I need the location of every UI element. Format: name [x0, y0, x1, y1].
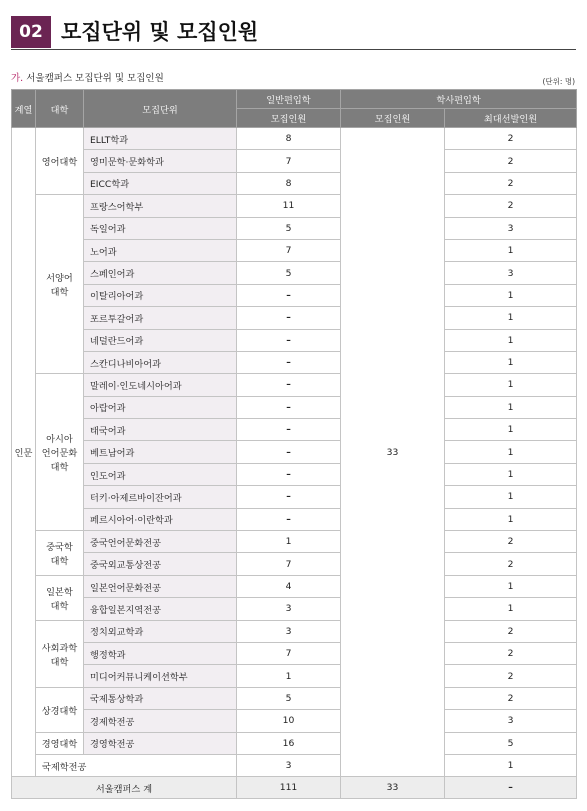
- table-row: [12, 665, 577, 687]
- unit-cell: 정치외교학과: [84, 620, 237, 642]
- college-cell: 사회과학 대학: [36, 620, 84, 687]
- table-row: [12, 575, 577, 597]
- col-bachelor: 학사편입학: [341, 90, 577, 109]
- unit-note: (단위: 명): [542, 77, 575, 86]
- table-row: [12, 128, 577, 150]
- table-row: [12, 710, 577, 732]
- col-general-quota: 모집인원: [237, 109, 341, 128]
- bachelor-max-cell: 2: [445, 150, 577, 172]
- admissions-table: [11, 89, 577, 799]
- college-cell: 국제학전공: [36, 754, 237, 776]
- bachelor-max-cell: 5: [445, 732, 577, 754]
- series-cell: 인문: [12, 128, 36, 777]
- bachelor-max-cell: 1: [445, 396, 577, 418]
- unit-cell: 말레이·인도네시아어과: [84, 374, 237, 396]
- college-cell: 서양어 대학: [36, 195, 84, 374]
- bachelor-max-cell: 2: [445, 172, 577, 194]
- unit-cell: 포르투갈어과: [84, 307, 237, 329]
- unit-cell: 아랍어과: [84, 396, 237, 418]
- table-row: [12, 486, 577, 508]
- table-row: [12, 463, 577, 485]
- bachelor-max-cell: 1: [445, 598, 577, 620]
- general-quota-cell: 16: [237, 732, 341, 754]
- general-quota-cell: –: [237, 463, 341, 485]
- unit-cell: 인도어과: [84, 463, 237, 485]
- unit-cell: 스칸디나비아어과: [84, 351, 237, 373]
- unit-cell: EICC학과: [84, 172, 237, 194]
- bachelor-max-cell: 3: [445, 217, 577, 239]
- unit-cell: 미디어커뮤니케이션학부: [84, 665, 237, 687]
- general-quota-cell: 3: [237, 598, 341, 620]
- unit-cell: 일본언어문화전공: [84, 575, 237, 597]
- unit-cell: 노어과: [84, 239, 237, 261]
- general-quota-cell: 1: [237, 531, 341, 553]
- unit-cell: 영미문학·문화학과: [84, 150, 237, 172]
- general-quota-cell: –: [237, 307, 341, 329]
- college-cell: 아시아 언어문화 대학: [36, 374, 84, 531]
- general-quota-cell: 7: [237, 642, 341, 664]
- table-row: [12, 754, 577, 776]
- bachelor-max-cell: 2: [445, 687, 577, 709]
- general-quota-cell: 7: [237, 239, 341, 261]
- table-row: [12, 329, 577, 351]
- general-quota-cell: 3: [237, 620, 341, 642]
- table-row: [12, 441, 577, 463]
- unit-cell: ELLT학과: [84, 128, 237, 150]
- general-quota-cell: –: [237, 329, 341, 351]
- unit-cell: 네덜란드어과: [84, 329, 237, 351]
- bachelor-max-cell: 1: [445, 486, 577, 508]
- section-number-badge: 02: [11, 16, 51, 48]
- table-row: [12, 374, 577, 396]
- table-row: [12, 732, 577, 754]
- bachelor-max-cell: 3: [445, 710, 577, 732]
- table-row: [12, 262, 577, 284]
- general-quota-cell: 7: [237, 553, 341, 575]
- table-row: [12, 598, 577, 620]
- table-row: [12, 150, 577, 172]
- table-row: [12, 642, 577, 664]
- table-row: [12, 531, 577, 553]
- unit-cell: 행정학과: [84, 642, 237, 664]
- table-row: [12, 396, 577, 418]
- table-row: [12, 419, 577, 441]
- bachelor-max-cell: 1: [445, 575, 577, 597]
- general-quota-cell: –: [237, 508, 341, 530]
- section-title: 모집단위 및 모집인원: [61, 20, 259, 44]
- college-cell: 상경대학: [36, 687, 84, 732]
- table-row: [12, 307, 577, 329]
- bachelor-max-cell: 3: [445, 262, 577, 284]
- bachelor-max-cell: 2: [445, 195, 577, 217]
- general-quota-cell: 8: [237, 172, 341, 194]
- unit-cell: 중국외교통상전공: [84, 553, 237, 575]
- general-quota-cell: –: [237, 486, 341, 508]
- general-quota-cell: 4: [237, 575, 341, 597]
- unit-cell: 융합일본지역전공: [84, 598, 237, 620]
- table-row: [12, 172, 577, 194]
- bachelor-max-cell: 1: [445, 508, 577, 530]
- bachelor-max-cell: 1: [445, 441, 577, 463]
- bachelor-max-cell: 1: [445, 329, 577, 351]
- total-general: 111: [237, 777, 341, 799]
- unit-cell: 베트남어과: [84, 441, 237, 463]
- col-college: 대학: [36, 90, 84, 128]
- bachelor-max-cell: 2: [445, 620, 577, 642]
- col-unit: 모집단위: [84, 90, 237, 128]
- bachelor-max-cell: 1: [445, 374, 577, 396]
- table-row: [12, 351, 577, 373]
- bachelor-max-cell: 2: [445, 553, 577, 575]
- total-row: [12, 777, 577, 799]
- bachelor-max-cell: 1: [445, 754, 577, 776]
- total-bachelor: 33: [341, 777, 445, 799]
- table-row: [12, 284, 577, 306]
- unit-cell: 독일어과: [84, 217, 237, 239]
- general-quota-cell: 11: [237, 195, 341, 217]
- general-quota-cell: 5: [237, 687, 341, 709]
- col-bachelor-quota: 모집인원: [341, 109, 445, 128]
- general-quota-cell: 1: [237, 665, 341, 687]
- general-quota-cell: 8: [237, 128, 341, 150]
- bachelor-max-cell: 2: [445, 531, 577, 553]
- table-caption: [11, 70, 164, 84]
- caption-marker: 가.: [11, 73, 24, 84]
- general-quota-cell: –: [237, 419, 341, 441]
- bachelor-max-cell: 1: [445, 284, 577, 306]
- general-quota-cell: 10: [237, 710, 341, 732]
- bachelor-max-cell: 1: [445, 239, 577, 261]
- general-quota-cell: –: [237, 284, 341, 306]
- general-quota-cell: 5: [237, 262, 341, 284]
- bachelor-max-cell: 2: [445, 128, 577, 150]
- general-quota-cell: 5: [237, 217, 341, 239]
- bachelor-max-cell: 1: [445, 463, 577, 485]
- unit-cell: 프랑스어학부: [84, 195, 237, 217]
- col-series: 계열: [12, 90, 36, 128]
- general-quota-cell: –: [237, 374, 341, 396]
- bachelor-quota-cell: 33: [341, 128, 445, 777]
- section-header: [11, 16, 576, 50]
- college-cell: 경영대학: [36, 732, 84, 754]
- table-row: [12, 195, 577, 217]
- unit-cell: 스페인어과: [84, 262, 237, 284]
- bachelor-max-cell: 1: [445, 351, 577, 373]
- bachelor-max-cell: 1: [445, 419, 577, 441]
- general-quota-cell: 3: [237, 754, 341, 776]
- unit-cell: 페르시아어·이란학과: [84, 508, 237, 530]
- general-quota-cell: –: [237, 351, 341, 373]
- col-bachelor-max: 최대선발인원: [445, 109, 577, 128]
- bachelor-max-cell: 1: [445, 307, 577, 329]
- unit-cell: 중국언어문화전공: [84, 531, 237, 553]
- college-cell: 중국학 대학: [36, 531, 84, 576]
- table-row: [12, 239, 577, 261]
- general-quota-cell: –: [237, 441, 341, 463]
- unit-cell: 경영학전공: [84, 732, 237, 754]
- total-max: –: [445, 777, 577, 799]
- unit-cell: 이탈리아어과: [84, 284, 237, 306]
- table-row: [12, 508, 577, 530]
- unit-cell: 국제통상학과: [84, 687, 237, 709]
- college-cell: 일본학 대학: [36, 575, 84, 620]
- table-row: [12, 553, 577, 575]
- header-divider: [11, 49, 576, 50]
- college-cell: 영어대학: [36, 128, 84, 195]
- unit-cell: 터키·아제르바이잔어과: [84, 486, 237, 508]
- general-quota-cell: –: [237, 396, 341, 418]
- bachelor-max-cell: 2: [445, 665, 577, 687]
- table-row: [12, 620, 577, 642]
- table-row: [12, 687, 577, 709]
- caption-text: 서울캠퍼스 모집단위 및 모집인원: [26, 73, 164, 84]
- total-label: 서울캠퍼스 계: [12, 777, 237, 799]
- col-general: 일반편입학: [237, 90, 341, 109]
- table-row: [12, 217, 577, 239]
- unit-cell: 태국어과: [84, 419, 237, 441]
- general-quota-cell: 7: [237, 150, 341, 172]
- unit-cell: 경제학전공: [84, 710, 237, 732]
- bachelor-max-cell: 2: [445, 642, 577, 664]
